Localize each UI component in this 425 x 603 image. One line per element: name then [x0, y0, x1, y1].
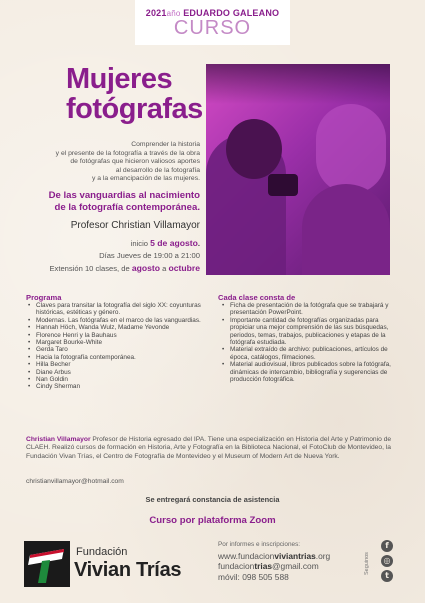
course-description — [30, 141, 200, 184]
list-item: • Florence Henri y la Bauhaus — [28, 332, 204, 339]
list-item: • Diane Arbus — [28, 369, 204, 376]
subtitle-line-1: De las vanguardias al nacimiento — [48, 190, 200, 201]
contact-phone: móvil: 098 505 588 — [218, 571, 289, 582]
contact-email[interactable]: christianvillamayor@hotmail.com — [26, 478, 124, 485]
header-box — [135, 0, 290, 45]
list-item: • Modernas. Las fotógrafas en el marco de las vanguardias. — [28, 317, 204, 324]
contact-label: Por informes e inscripciones: — [218, 541, 301, 548]
programa-list — [28, 302, 204, 391]
foundation-label: Fundación — [76, 546, 128, 558]
from-month: agosto — [131, 263, 160, 273]
list-item: • Hacia la fotografía contemporánea. — [28, 354, 204, 361]
platform-note: Curso por plataforma Zoom — [149, 515, 276, 526]
start-label: inicio — [130, 239, 148, 248]
start-date: inicio 5 de agosto. — [130, 238, 200, 248]
title-line-2: fotógrafas — [66, 93, 203, 125]
list-item: • Margaret Bourke-White — [28, 339, 204, 346]
course-subtitle — [40, 190, 200, 213]
list-item: • Cindy Sherman — [28, 383, 204, 390]
certificate-note: Se entregará constancia de asistencia — [145, 495, 280, 504]
list-item: • Claves para transitar la fotografía del siglo XX: coyunturas históricas, estéticas y género. — [28, 302, 204, 317]
description-line: al desarrollo de la fotografía — [115, 166, 200, 174]
list-item: • Hilla Becher — [28, 361, 204, 368]
class-days: Días Jueves de 19:00 a 21:00 — [99, 251, 200, 260]
facebook-icon[interactable]: f — [381, 540, 393, 552]
fundacion-logo-icon — [24, 541, 70, 587]
description-line: y a la emancipación de las mujeres. — [91, 175, 200, 182]
description-line: Comprender la historia — [131, 141, 200, 148]
camera-shape — [268, 174, 298, 196]
extension-label: Extensión 10 clases, de — [49, 264, 130, 273]
professor-name: Profesor Christian Villamayor — [70, 220, 200, 231]
twitter-icon[interactable]: t — [381, 570, 393, 582]
social-label: Seguinos — [364, 552, 370, 575]
description-line: y el presente de la fotografía a través de la obra — [55, 149, 200, 157]
clase-heading: Cada clase consta de — [218, 293, 296, 302]
photographer-photo — [206, 64, 390, 275]
bio-name: Christian Villamayor — [26, 436, 91, 443]
title-line-1: Mujeres — [66, 63, 173, 95]
to-word: a — [162, 264, 167, 273]
list-item: • Material extraído de archivo: publicaciones, artículos de época, catálogos, filmaciones. — [222, 346, 398, 361]
course-title — [66, 64, 216, 124]
list-item: • Nan Goldin — [28, 376, 204, 383]
list-item: • Material audiovisual, libros publicados sobre la fotógrafa, dinámicas de intercambio, bibliografía y sugerencias de producción fotográfica. — [222, 361, 398, 383]
start-date-value: 5 de agosto — [150, 238, 198, 248]
subtitle-line-2: de la fotografía contemporánea. — [54, 201, 200, 213]
list-item: • Hannah Höch, Wanda Wulz, Madame Yevonde — [28, 324, 204, 331]
contact-web[interactable]: www.fundacionviviantrias.org — [218, 550, 331, 561]
contact-mail[interactable]: fundaciontrias@gmail.com — [218, 561, 319, 571]
professor-bio — [26, 436, 406, 461]
list-item: • Gerda Taro — [28, 346, 204, 353]
bio-text: Profesor de Historia egresado del IPA. Tiene una especialización en Historia del Arte y Patrimonio de CLAEH. Realizó cursos de formación en Historia, Arte y Fotografía en la Biblioteca Nacional, el FotoClub de Montevideo, la Fundación Vivan Trías, el Centro de Fotografía de Montevideo y el Museum of Modern Art de Nueva York. — [26, 436, 392, 460]
header-curso: CURSO — [173, 17, 252, 39]
instagram-icon[interactable]: ◎ — [381, 555, 393, 567]
extension — [20, 263, 200, 273]
description-line: de fotógrafas que hicieron valiosos aportes — [70, 158, 200, 165]
clase-list — [222, 302, 398, 383]
header-year: 2021 — [145, 8, 167, 18]
contact-block — [218, 540, 368, 582]
header-ano: año — [166, 9, 181, 18]
foundation-name: Vivian Trías — [74, 559, 182, 581]
to-month: octubre — [168, 263, 200, 273]
programa-heading: Programa — [26, 293, 62, 302]
list-item: • Importante cantidad de fotografías organizadas para propiciar una mejor comprensión de las sus búsquedas, periodos, temas, trabajos, publicaciones y etapas de la fotógrafa estudiada. — [222, 317, 398, 347]
list-item: • Ficha de presentación de la fotógrafa que se trabajará y presentación PowerPoint. — [222, 302, 398, 317]
header-honoree: EDUARDO GALEANO — [183, 8, 280, 18]
